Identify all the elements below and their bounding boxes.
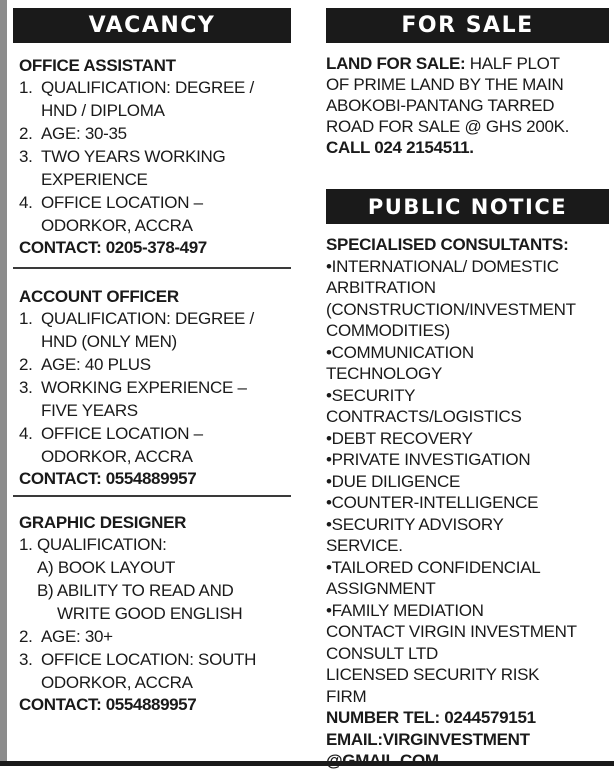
notice-line: •SECURITY xyxy=(326,385,416,405)
job-title: OFFICE ASSISTANT xyxy=(19,56,176,75)
job-contact: CONTACT: 0554889957 xyxy=(19,695,197,714)
job-graphic-designer xyxy=(13,497,291,716)
list-subitem: A) BOOK LAYOUT xyxy=(37,558,176,577)
list-item: 2. AGE: 30+ xyxy=(19,627,113,646)
list-item-continued: HND / DIPLOMA xyxy=(41,101,165,120)
job-title: ACCOUNT OFFICER xyxy=(19,287,179,306)
notice-line: CONTRACTS/LOGISTICS xyxy=(326,407,522,426)
notice-line: •PRIVATE INVESTIGATION xyxy=(326,450,531,469)
notice-line: •DEBT RECOVERY xyxy=(326,428,473,448)
job-title: GRAPHIC DESIGNER xyxy=(19,513,187,532)
list-item: 4. OFFICE LOCATION – xyxy=(19,424,203,443)
page-bottom-rule xyxy=(0,761,614,766)
notice-email: EMAIL:VIRGINVESTMENT xyxy=(326,729,530,749)
job-contact: CONTACT: 0205-378-497 xyxy=(19,238,207,257)
for-sale-body xyxy=(326,43,609,189)
list-item: 4. OFFICE LOCATION – xyxy=(19,193,203,212)
notice-line: •DUE DILIGENCE xyxy=(326,471,460,491)
notice-line: (CONSTRUCTION/INVESTMENT xyxy=(326,299,576,319)
list-item: 3. WORKING EXPERIENCE – xyxy=(19,378,247,397)
job-office-assistant xyxy=(13,43,291,267)
right-column xyxy=(326,8,609,772)
public-notice-body xyxy=(326,224,609,772)
list-item: 1. QUALIFICATION: xyxy=(19,535,167,554)
notice-phone: NUMBER TEL: 0244579151 xyxy=(326,708,536,727)
notice-line: COMMODITIES) xyxy=(326,321,450,340)
list-item-continued: ODORKOR, ACCRA xyxy=(41,673,193,692)
notice-line: TECHNOLOGY xyxy=(326,364,443,383)
vacancy-header: VACANCY xyxy=(13,8,291,43)
for-sale-line: ABOKOBI-PANTANG TARRED xyxy=(326,96,555,115)
list-item: 3. TWO YEARS WORKING xyxy=(19,147,226,166)
notice-line: LICENSED SECURITY RISK xyxy=(326,665,540,684)
list-item: 2. AGE: 40 PLUS xyxy=(19,355,151,374)
notice-line: SERVICE. xyxy=(326,536,403,555)
notice-line: •COMMUNICATION xyxy=(326,342,474,362)
job-contact: CONTACT: 0554889957 xyxy=(19,469,197,488)
list-item-continued: ODORKOR, ACCRA xyxy=(41,447,193,466)
notice-line: •SECURITY ADVISORY xyxy=(326,514,504,534)
public-notice-header: PUBLIC NOTICE xyxy=(326,189,609,224)
for-sale-header: FOR SALE xyxy=(326,8,609,43)
for-sale-line: ROAD FOR SALE @ GHS 200K. xyxy=(326,117,570,136)
notice-line: ASSIGNMENT xyxy=(326,579,436,598)
list-item-continued: FIVE YEARS xyxy=(41,401,138,420)
notice-line: CONTACT VIRGIN INVESTMENT xyxy=(326,622,577,641)
job-account-officer xyxy=(13,269,291,495)
list-item-continued: HND (ONLY MEN) xyxy=(41,332,177,351)
list-item: 3. OFFICE LOCATION: SOUTH xyxy=(19,650,257,669)
list-item-continued: EXPERIENCE xyxy=(41,170,148,189)
notice-line: •FAMILY MEDIATION xyxy=(326,600,484,620)
for-sale-line: LAND FOR SALE: HALF PLOT xyxy=(326,54,560,73)
list-item-continued: ODORKOR, ACCRA xyxy=(41,216,193,235)
notice-line: FIRM xyxy=(326,686,367,706)
vacancy-column xyxy=(13,8,291,716)
notice-line: CONSULT LTD xyxy=(326,643,438,663)
list-item: 2. AGE: 30-35 xyxy=(19,124,127,143)
notice-line: ARBITRATION xyxy=(326,278,436,297)
notice-line: •COUNTER-INTELLIGENCE xyxy=(326,493,539,512)
list-subitem: B) ABILITY TO READ AND xyxy=(37,581,234,600)
list-item: 1. QUALIFICATION: DEGREE / xyxy=(19,78,254,97)
notice-line: •TAILORED CONFIDENCIAL xyxy=(326,557,541,577)
notice-line: •INTERNATIONAL/ DOMESTIC xyxy=(326,256,559,276)
page-left-edge xyxy=(0,0,7,766)
list-item: 1. QUALIFICATION: DEGREE / xyxy=(19,309,254,328)
notice-lead: SPECIALISED CONSULTANTS: xyxy=(326,235,569,254)
for-sale-call: CALL 024 2154511. xyxy=(326,138,474,157)
for-sale-line: OF PRIME LAND BY THE MAIN xyxy=(326,75,564,94)
list-subitem-continued: WRITE GOOD ENGLISH xyxy=(57,604,243,623)
